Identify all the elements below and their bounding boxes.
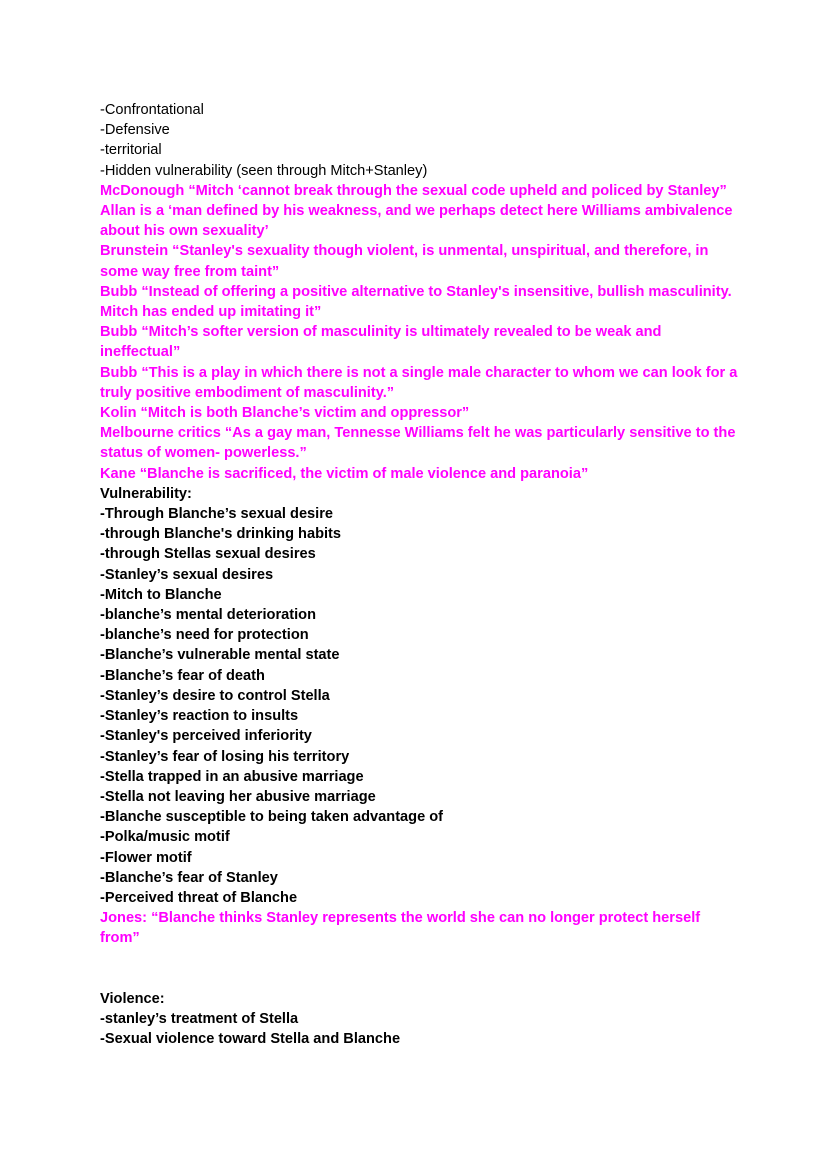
- intro-point: -Hidden vulnerability (seen through Mitch+Stanley): [100, 162, 428, 179]
- intro-point: -Defensive: [100, 122, 170, 139]
- vulnerability-heading: Vulnerability:: [100, 485, 192, 502]
- vulnerability-item: -Blanche’s fear of death: [100, 667, 265, 684]
- intro-points: [100, 100, 740, 181]
- violence-item: -stanley’s treatment of Stella: [100, 1011, 299, 1028]
- vulnerability-item: -Flower motif: [100, 849, 192, 866]
- vulnerability-item: -blanche’s mental deterioration: [100, 607, 316, 624]
- intro-point: -Confrontational: [100, 102, 204, 118]
- vulnerability-item: -Stanley's perceived inferiority: [100, 728, 312, 745]
- vulnerability-item: -Polka/music motif: [100, 829, 230, 846]
- critic-quotes: [100, 181, 740, 484]
- critic-quote: Melbourne critics “As a gay man, Tennesse Williams felt he was particularly sensitive to the status of women- powerless.”: [100, 425, 736, 462]
- critic-quote: McDonough “Mitch ‘cannot break through the sexual code upheld and policed by Stanley”: [100, 182, 727, 199]
- vulnerability-item: -Stanley’s fear of losing his territory: [100, 748, 350, 765]
- vulnerability-item: -Stanley’s reaction to insults: [100, 708, 299, 725]
- vulnerability-item: -through Stellas sexual desires: [100, 546, 316, 563]
- vulnerability-item: -Through Blanche’s sexual desire: [100, 506, 334, 523]
- critic-quote: Kane “Blanche is sacrificed, the victim of male violence and paranoia”: [100, 465, 589, 482]
- critic-quote: Bubb “Instead of offering a positive alternative to Stanley's insensitive, bullish masculinity. Mitch has ended up imitating it”: [100, 283, 732, 321]
- vulnerability-item: -Stanley’s desire to control Stella: [100, 687, 330, 704]
- intro-point: -territorial: [100, 142, 162, 159]
- critic-quote: Allan is a ‘man defined by his weakness, and we perhaps detect here Williams ambivalence about his own sexuality’: [100, 203, 733, 240]
- vulnerability-item: -Blanche’s fear of Stanley: [100, 869, 278, 886]
- vulnerability-item: -Blanche susceptible to being taken advantage of: [100, 809, 444, 826]
- vulnerability-quote: Jones: “Blanche thinks Stanley represents the world she can no longer protect herself from”: [100, 910, 701, 947]
- critic-quote: Kolin “Mitch is both Blanche’s victim and oppressor”: [100, 405, 470, 422]
- vulnerability-item: -Stanley’s sexual desires: [100, 566, 274, 583]
- vulnerability-item: -blanche’s need for protection: [100, 627, 309, 644]
- vulnerability-item: -through Blanche's drinking habits: [100, 526, 342, 543]
- violence-section: [100, 989, 740, 1050]
- vulnerability-item: -Mitch to Blanche: [100, 586, 222, 603]
- vulnerability-item: -Perceived threat of Blanche: [100, 889, 298, 906]
- vulnerability-item: -Stella trapped in an abusive marriage: [100, 768, 364, 785]
- vulnerability-item: -Stella not leaving her abusive marriage: [100, 788, 376, 805]
- critic-quote: Bubb “This is a play in which there is not a single male character to whom we can look for a truly positive embodiment of masculinity.”: [100, 364, 738, 401]
- critic-quote: Bubb “Mitch’s softer version of masculinity is ultimately revealed to be weak and ineffectual”: [100, 324, 662, 361]
- vulnerability-item: -Blanche’s vulnerable mental state: [100, 647, 340, 664]
- violence-item: -Sexual violence toward Stella and Blanche: [100, 1031, 401, 1048]
- vulnerability-section: [100, 484, 740, 949]
- document-page: [100, 100, 740, 1050]
- violence-heading: Violence:: [100, 990, 165, 1007]
- blank-lines: [100, 949, 740, 989]
- critic-quote: Brunstein “Stanley's sexuality though violent, is unmental, unspiritual, and therefore, in some way free from taint”: [100, 243, 709, 280]
